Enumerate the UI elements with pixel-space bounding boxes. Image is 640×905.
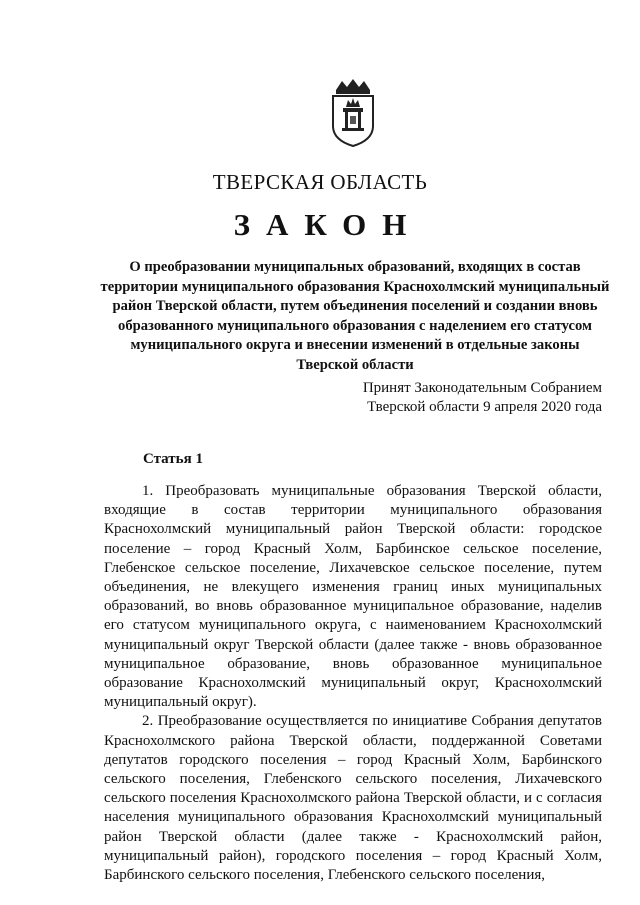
tver-coat-of-arms-icon: [328, 78, 378, 148]
article-paragraph-2: 2. Преобразование осуществляется по инициативе Собрания депутатов Краснохолмского района Тверской области, поддержанной Советами депутатов городского поселения – город Красный Холм, Барбинского сельского поселения, Глебенского сельского поселения, Лихачевского сельского поселения Краснохолмского района Тверской области, и с согласия населения муниципального образования Краснохолмский муниципальный район Тверской области (далее также - Краснохолмский район, муниципальный район), городского поселения – город Красный Холм, Барбинского сельского поселения, Глебенского сельского поселения,: [104, 713, 602, 884]
adoption-line-1: Принят Законодательным Собранием: [362, 380, 602, 396]
adoption-line-2: Тверской области 9 апреля 2020 года: [367, 399, 602, 415]
document-type: ЗАКОН: [233, 207, 423, 242]
adoption-note: [330, 379, 602, 417]
law-title: О преобразовании муниципальных образований, входящих в состав территории муниципального образования Краснохолмский муниципальный район Тверской области, путем объединения поселений и создании вновь образованного муниципального образования с наделением его статусом муниципального округа и внесении изменений в отдельные законы Тверской области: [100, 259, 610, 373]
article-heading: Статья 1: [143, 451, 203, 467]
region-name: ТВЕРСКАЯ ОБЛАСТЬ: [212, 170, 428, 194]
article-body: [104, 482, 602, 885]
article-paragraph-1: 1. Преобразовать муниципальные образования Тверской области, входящие в состав территории муниципального образования Краснохолмский муниципальный район Тверской области: городское поселение – город Красный Холм, Барбинское сельское поселение, Глебенское сельское поселение, Лихачевское сельское поселение, путем объединения, не влекущего изменения границ иных муниципальных образований, во вновь образованное муниципальное образование, наделив его статусом муниципального округа, с наименованием Краснохолмский муниципальный округ Тверской области (далее также - вновь образованное муниципальное образование, вновь образованное муниципальное образование Краснохолмский муниципальный округ, Краснохолмский муниципальный округ).: [104, 483, 602, 711]
